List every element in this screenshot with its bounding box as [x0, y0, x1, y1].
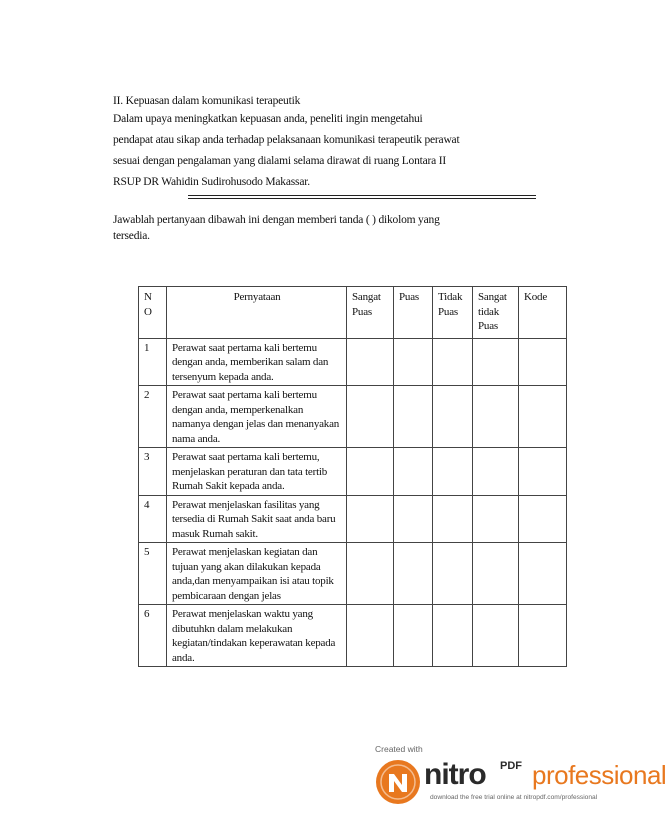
- answer-cell-sangat-puas[interactable]: [347, 386, 394, 448]
- intro-line-4: RSUP DR Wahidin Sudirohusodo Makassar.: [113, 176, 310, 188]
- answer-cell-puas[interactable]: [394, 495, 433, 543]
- header-sangat-puas: Sangat Puas: [347, 287, 394, 339]
- answer-cell-tidak-puas[interactable]: [433, 495, 473, 543]
- answer-cell-sangat-tidak-puas[interactable]: [473, 338, 519, 386]
- answer-cell-kode[interactable]: [519, 543, 567, 605]
- answer-cell-kode[interactable]: [519, 338, 567, 386]
- divider-rule-top: [188, 195, 536, 196]
- watermark-edition: professional: [532, 760, 666, 790]
- divider-rule-bottom: [188, 198, 536, 199]
- table-row: [139, 543, 567, 605]
- table-row: [139, 448, 567, 496]
- answer-cell-tidak-puas[interactable]: [433, 338, 473, 386]
- header-puas: Puas: [394, 287, 433, 339]
- section-title: II. Kepuasan dalam komunikasi terapeutik: [113, 95, 301, 107]
- row-number: 2: [139, 386, 167, 448]
- row-number: 5: [139, 543, 167, 605]
- answer-cell-puas[interactable]: [394, 448, 433, 496]
- answer-cell-sangat-tidak-puas[interactable]: [473, 605, 519, 667]
- instruction-line-1: Jawablah pertanyaan dibawah ini dengan memberi tanda ( ) dikolom yang: [113, 214, 440, 226]
- header-sangat-tidak-puas: Sangat tidak Puas: [473, 287, 519, 339]
- answer-cell-tidak-puas[interactable]: [433, 448, 473, 496]
- answer-cell-sangat-puas[interactable]: [347, 543, 394, 605]
- row-statement: Perawat saat pertama kali bertemu, menjelaskan peraturan dan tata tertib Rumah Sakit kepada anda.: [167, 448, 347, 496]
- table-row: [139, 605, 567, 667]
- answer-cell-sangat-tidak-puas[interactable]: [473, 448, 519, 496]
- header-kode: Kode: [519, 287, 567, 339]
- intro-line-1: Dalam upaya meningkatkan kepuasan anda, peneliti ingin mengetahui: [113, 113, 423, 125]
- table-row: [139, 386, 567, 448]
- row-number: 6: [139, 605, 167, 667]
- row-number: 4: [139, 495, 167, 543]
- answer-cell-kode[interactable]: [519, 495, 567, 543]
- watermark-download-link[interactable]: download the free trial online at nitropdf.com/professional: [430, 794, 598, 801]
- answer-cell-sangat-tidak-puas[interactable]: [473, 543, 519, 605]
- answer-cell-puas[interactable]: [394, 386, 433, 448]
- intro-line-2: pendapat atau sikap anda terhadap pelaksanaan komunikasi terapeutik perawat: [113, 134, 460, 146]
- answer-cell-tidak-puas[interactable]: [433, 543, 473, 605]
- watermark-created-with: Created with: [375, 744, 423, 754]
- answer-cell-sangat-puas[interactable]: [347, 338, 394, 386]
- answer-cell-sangat-puas[interactable]: [347, 605, 394, 667]
- answer-cell-sangat-puas[interactable]: [347, 495, 394, 543]
- answer-cell-sangat-tidak-puas[interactable]: [473, 495, 519, 543]
- nitro-logo-icon: [374, 758, 422, 806]
- row-statement: Perawat saat pertama kali bertemu dengan anda, memberikan salam dan tersenyum kepada anda.: [167, 338, 347, 386]
- answer-cell-puas[interactable]: [394, 338, 433, 386]
- nitro-pdf-watermark[interactable]: [372, 744, 666, 820]
- questionnaire-table: [138, 286, 567, 667]
- header-statement: Pernyataan: [167, 287, 347, 339]
- answer-cell-sangat-puas[interactable]: [347, 448, 394, 496]
- row-statement: Perawat saat pertama kali bertemu dengan anda, memperkenalkan namanya dengan jelas dan menanyakan nama anda.: [167, 386, 347, 448]
- header-tidak-puas: Tidak Puas: [433, 287, 473, 339]
- instruction-line-2: tersedia.: [113, 230, 150, 242]
- row-statement: Perawat menjelaskan fasilitas yang tersedia di Rumah Sakit saat anda baru masuk Rumah sakit.: [167, 495, 347, 543]
- answer-cell-puas[interactable]: [394, 605, 433, 667]
- row-number: 1: [139, 338, 167, 386]
- row-number: 3: [139, 448, 167, 496]
- answer-cell-sangat-tidak-puas[interactable]: [473, 386, 519, 448]
- table-row: [139, 338, 567, 386]
- watermark-pdf: PDF: [500, 760, 522, 772]
- answer-cell-tidak-puas[interactable]: [433, 386, 473, 448]
- watermark-brand: nitro: [424, 758, 486, 791]
- answer-cell-tidak-puas[interactable]: [433, 605, 473, 667]
- answer-cell-kode[interactable]: [519, 605, 567, 667]
- row-statement: Perawat menjelaskan waktu yang dibutuhkn dalam melakukan kegiatan/tindakan keperawatan kepada anda.: [167, 605, 347, 667]
- table-row: [139, 495, 567, 543]
- answer-cell-kode[interactable]: [519, 448, 567, 496]
- table-header-row: [139, 287, 567, 339]
- answer-cell-puas[interactable]: [394, 543, 433, 605]
- intro-line-3: sesuai dengan pengalaman yang dialami selama dirawat di ruang Lontara II: [113, 155, 447, 167]
- row-statement: Perawat menjelaskan kegiatan dan tujuan yang akan dilakukan kepada anda,dan menyampaikan isi atau topik pembicaraan dengan jelas: [167, 543, 347, 605]
- answer-cell-kode[interactable]: [519, 386, 567, 448]
- header-no: N O: [139, 287, 167, 339]
